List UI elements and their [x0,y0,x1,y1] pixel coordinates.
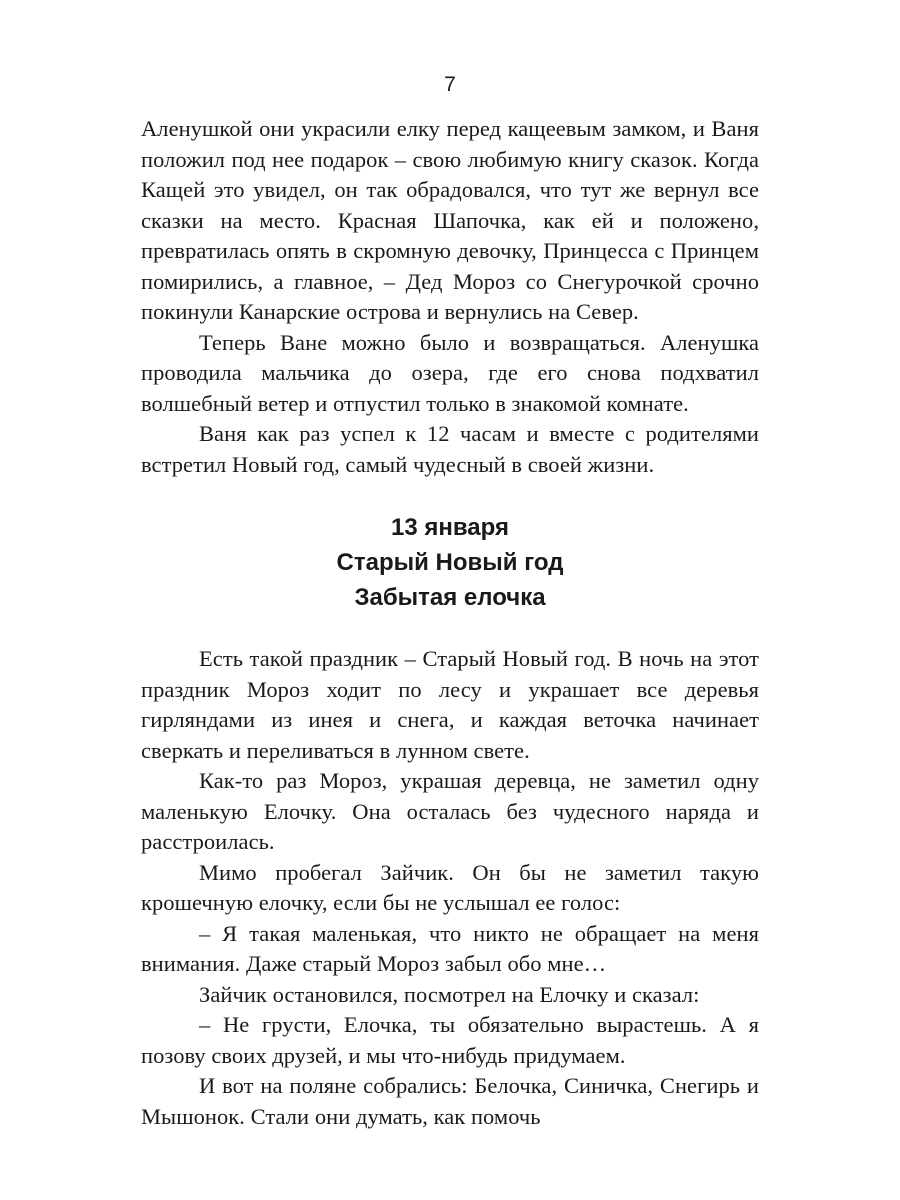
paragraph: Мимо пробегал Зайчик. Он бы не заметил такую крошечную елочку, если бы не услышал ее голос: [141,859,759,915]
paragraph: Как-то раз Мороз, украшая деревца, не заметил одну маленькую Елочку. Она осталась без чудесного наряда и расстроилась. [141,768,759,854]
story-text [141,644,759,1132]
chapter-date: 13 января [391,514,509,541]
paragraph: Теперь Ване можно было и возвращаться. Аленушка проводила мальчика до озера, где его снова подхватил волшебный ветер и отпустил только в знакомой комнате. [141,329,759,416]
paragraph: Зайчик остановился, посмотрел на Елочку и сказал: [199,981,700,1007]
book-page [141,70,759,1132]
paragraph: – Я такая маленькая, что никто не обращает на меня внимания. Даже старый Мороз забыл обо мне… [141,920,759,976]
chapter-title: Забытая елочка [354,584,546,611]
paragraph: Аленушкой они украсили елку перед кащеевым замком, и Ваня положил под нее подарок – свою любимую книгу сказок. Когда Кащей это увидел, он так обрадовался, что тут же вернул все сказки на место. Красная Шапочка, как ей и положено, превратилась опять в скромную девочку, Принцесса с Принцем помирились, а главное, – Дед Мороз со Снегурочкой срочно покинули Канарские острова и вернулись на Север. [141,116,759,324]
paragraph: Есть такой праздник – Старый Новый год. В ночь на этот праздник Мороз ходит по лесу и украшает все деревья гирляндами из инея и снега, и каждая веточка начинает сверкать и переливаться в лунном свете. [141,646,759,763]
paragraph: И вот на поляне собрались: Белочка, Синичка, Снегирь и Мышонок. Стали они думать, как помочь [141,1073,759,1129]
page-number: 7 [444,73,456,96]
paragraph: – Не грусти, Елочка, ты обязательно вырастешь. А я позову своих друзей, и мы что-нибудь придумаем. [141,1012,759,1068]
paragraph: Ваня как раз успел к 12 часам и вместе с родителями встретил Новый год, самый чудесный в своей жизни. [141,421,759,477]
chapter-ending [141,114,759,480]
chapter-heading [141,510,759,615]
chapter-holiday: Старый Новый год [336,549,564,576]
